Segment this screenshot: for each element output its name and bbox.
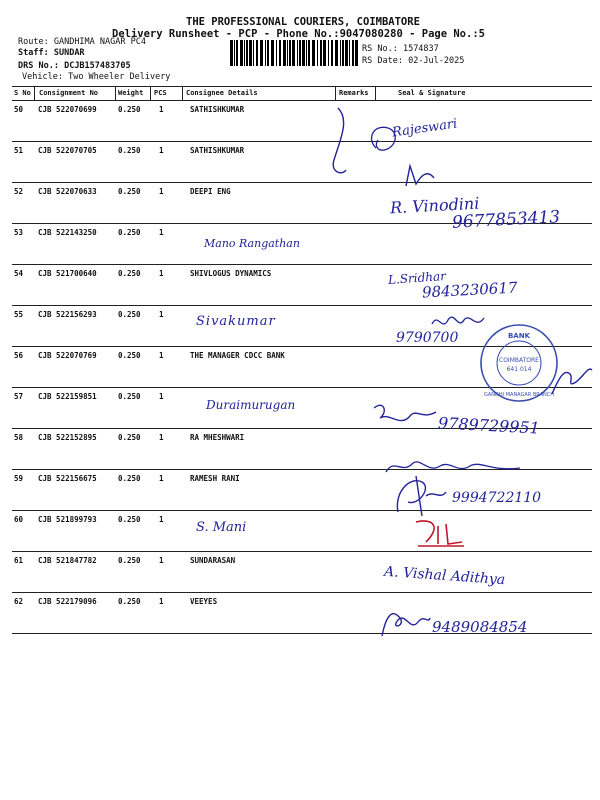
vehicle-label: Vehicle: — [22, 72, 63, 82]
table-row — [12, 510, 592, 551]
col-divider — [375, 86, 376, 100]
cell-sno: 59 — [14, 474, 24, 483]
route-label: Route: — [18, 37, 49, 47]
consignee-handwritten-53: Mano Rangathan — [204, 237, 300, 250]
cell-pcs: 1 — [159, 474, 164, 483]
cell-weight: 0.250 — [118, 597, 141, 606]
table-top-border — [12, 86, 592, 87]
stamp-city: COIMBATORE — [499, 357, 539, 364]
phone-row-58: 9789729951 — [437, 413, 541, 438]
cell-sno: 61 — [14, 556, 24, 565]
signature-row-61: A. Vishal Adithya — [383, 563, 506, 589]
col-divider — [115, 86, 116, 100]
cell-consignment-no: CJB 522143250 — [38, 228, 97, 237]
consignee-handwritten-55: Sivakumar — [196, 314, 276, 329]
barcode-bar — [320, 40, 322, 66]
cell-pcs: 1 — [159, 597, 164, 606]
cell-consignment-no: CJB 522070699 — [38, 105, 97, 114]
barcode-bar — [342, 40, 344, 66]
signature-scribble — [378, 606, 432, 640]
barcode-bar — [240, 40, 243, 66]
barcode-bar — [267, 40, 269, 66]
signature-row-54: L.Sridhar — [387, 268, 447, 288]
col-header-seal-signature: Seal & Signature — [398, 89, 466, 97]
signature-scribble — [392, 472, 448, 520]
cell-weight: 0.250 — [118, 351, 141, 360]
barcode-bar — [234, 40, 235, 66]
table-row — [12, 141, 592, 182]
col-divider — [182, 86, 183, 100]
route-value: GANDHIMA NAGAR PC4 — [53, 37, 146, 47]
cell-sno: 57 — [14, 392, 24, 401]
col-header-sno: S No — [14, 89, 31, 97]
cell-pcs: 1 — [159, 187, 164, 196]
signature-scribble — [548, 360, 594, 400]
col-header-consignee: Consignee Details — [186, 89, 258, 97]
cell-pcs: 1 — [159, 146, 164, 155]
company-name: THE PROFESSIONAL COURIERS, COIMBATORE — [186, 16, 420, 28]
barcode-bar — [289, 40, 291, 66]
cell-consignee: RA MHESHWARI — [190, 433, 245, 442]
cell-sno: 60 — [14, 515, 24, 524]
stamp-bottom-text: GANDHI MANAGAR BRANCH — [484, 392, 554, 398]
barcode-bar — [297, 40, 298, 66]
barcode-bar — [283, 40, 286, 66]
cell-sno: 54 — [14, 269, 24, 278]
cell-weight: 0.250 — [118, 105, 141, 114]
consignee-handwritten-60: S. Mani — [196, 520, 247, 535]
cell-weight: 0.250 — [118, 187, 141, 196]
barcode-bar — [355, 40, 358, 66]
cell-consignee: RAMESH RANI — [190, 474, 240, 483]
barcode-bar — [256, 40, 258, 66]
cell-consignee: SATHISHKUMAR — [190, 146, 245, 155]
cell-consignment-no: CJB 522159851 — [38, 392, 97, 401]
red-initials-mark — [412, 516, 468, 550]
cell-sno: 58 — [14, 433, 24, 442]
cell-weight: 0.250 — [118, 310, 141, 319]
col-divider — [335, 86, 336, 100]
cell-weight: 0.250 — [118, 269, 141, 278]
cell-consignment-no: CJB 522070769 — [38, 351, 97, 360]
barcode-bar — [308, 40, 310, 66]
cell-consignee: SATHISHKUMAR — [190, 105, 245, 114]
col-header-weight: Weight — [118, 89, 144, 97]
col-divider — [150, 86, 151, 100]
cell-weight: 0.250 — [118, 146, 141, 155]
runsheet-title: Delivery Runsheet - PCP - Phone No.:9047080280 - Page No.:5 — [112, 28, 485, 40]
rs-date-line — [362, 56, 464, 66]
barcode-bar — [230, 40, 233, 66]
drs-value: DCJB157483705 — [64, 61, 131, 71]
cell-pcs: 1 — [159, 392, 164, 401]
phone-row-62: 9489084854 — [432, 618, 528, 636]
cell-weight: 0.250 — [118, 228, 141, 237]
cell-consignment-no: CJB 521700640 — [38, 269, 97, 278]
vehicle-line — [22, 72, 170, 82]
vehicle-value: Two Wheeler Delivery — [68, 72, 171, 82]
barcode-bar — [306, 40, 307, 66]
rs-date-value: 02-Jul-2025 — [408, 56, 465, 66]
cell-weight: 0.250 — [118, 392, 141, 401]
cell-sno: 50 — [14, 105, 24, 114]
barcode-bar — [265, 40, 266, 66]
barcode-bar — [260, 40, 263, 66]
cell-consignment-no: CJB 522070633 — [38, 187, 97, 196]
cell-pcs: 1 — [159, 269, 164, 278]
col-header-pcs: PCS — [154, 89, 167, 97]
cell-pcs: 1 — [159, 228, 164, 237]
rs-no-label: RS No.: — [362, 44, 398, 54]
cell-sno: 51 — [14, 146, 24, 155]
stamp-top-text: BANK — [507, 332, 531, 340]
cell-consignee: THE MANAGER CDCC BANK — [190, 351, 285, 360]
barcode-bar — [249, 40, 252, 66]
phone-row-52: 9677853413 — [451, 207, 561, 233]
barcode-bar — [279, 40, 281, 66]
cell-consignment-no: CJB 521899793 — [38, 515, 97, 524]
barcode-bar — [317, 40, 318, 66]
col-divider — [34, 86, 35, 100]
col-header-remarks: Remarks — [339, 89, 369, 97]
barcode-bar — [302, 40, 305, 66]
cell-sno: 52 — [14, 187, 24, 196]
barcode-bar — [349, 40, 350, 66]
cell-pcs: 1 — [159, 105, 164, 114]
barcode-bar — [276, 40, 277, 66]
cell-consignee: VEEYES — [190, 597, 218, 606]
cell-consignment-no: CJB 522156675 — [38, 474, 97, 483]
cell-sno: 56 — [14, 351, 24, 360]
cell-consignment-no: CJB 522179096 — [38, 597, 97, 606]
cell-pcs: 1 — [159, 433, 164, 442]
cell-weight: 0.250 — [118, 515, 141, 524]
cell-sno: 62 — [14, 597, 24, 606]
barcode-bar — [287, 40, 288, 66]
signature-row-50: Rajeswari — [391, 116, 459, 141]
phone-row-55: 9790700 — [396, 330, 459, 346]
phone-row-59: 9994722110 — [452, 490, 542, 506]
signature-scribble — [370, 398, 440, 434]
signature-row-52: R. Vinodini — [389, 193, 480, 218]
col-header-consignment: Consignment No — [39, 89, 99, 97]
cell-consignee: SHIVLOGUS DYNAMICS — [190, 269, 272, 278]
barcode-bar — [331, 40, 333, 66]
cell-consignment-no: CJB 522070705 — [38, 146, 97, 155]
cell-consignment-no: CJB 522152895 — [38, 433, 97, 442]
cell-consignment-no: CJB 522156293 — [38, 310, 97, 319]
barcode-bar — [299, 40, 301, 66]
rs-no-line — [362, 44, 439, 54]
drs-line — [18, 61, 131, 71]
barcode-bar — [345, 40, 348, 66]
signature-scribble — [400, 160, 440, 190]
cell-consignee: DEEPI ENG — [190, 187, 231, 196]
cell-pcs: 1 — [159, 351, 164, 360]
barcode-bar — [271, 40, 274, 66]
cell-sno: 55 — [14, 310, 24, 319]
cell-sno: 53 — [14, 228, 24, 237]
table-row — [12, 100, 592, 141]
barcode-bar — [335, 40, 338, 66]
barcode-bar — [328, 40, 329, 66]
barcode-bar — [352, 40, 354, 66]
drs-label: DRS No.: — [18, 61, 59, 71]
barcode — [230, 40, 358, 66]
staff-label: Staff: — [18, 48, 49, 58]
barcode-bar — [253, 40, 254, 66]
phone-row-54: 9843230617 — [421, 278, 518, 302]
cell-pcs: 1 — [159, 515, 164, 524]
cell-weight: 0.250 — [118, 433, 141, 442]
cell-weight: 0.250 — [118, 474, 141, 483]
barcode-bar — [246, 40, 248, 66]
barcode-bar — [236, 40, 238, 66]
staff-line — [18, 48, 85, 58]
cell-consignee: SUNDARASAN — [190, 556, 236, 565]
stamp-pin: 641 014 — [506, 366, 532, 373]
barcode-bar — [292, 40, 295, 66]
cell-consignment-no: CJB 521847782 — [38, 556, 97, 565]
barcode-bar — [244, 40, 245, 66]
barcode-bar — [312, 40, 315, 66]
staff-value: SUNDAR — [53, 48, 85, 58]
rs-no-value: 1574837 — [402, 44, 439, 54]
barcode-bar — [340, 40, 341, 66]
consignee-handwritten-57: Duraimurugan — [206, 398, 296, 412]
cell-pcs: 1 — [159, 556, 164, 565]
route-line — [18, 37, 146, 47]
barcode-bar — [323, 40, 326, 66]
cell-pcs: 1 — [159, 310, 164, 319]
rs-date-label: RS Date: — [362, 56, 403, 66]
cell-weight: 0.250 — [118, 556, 141, 565]
